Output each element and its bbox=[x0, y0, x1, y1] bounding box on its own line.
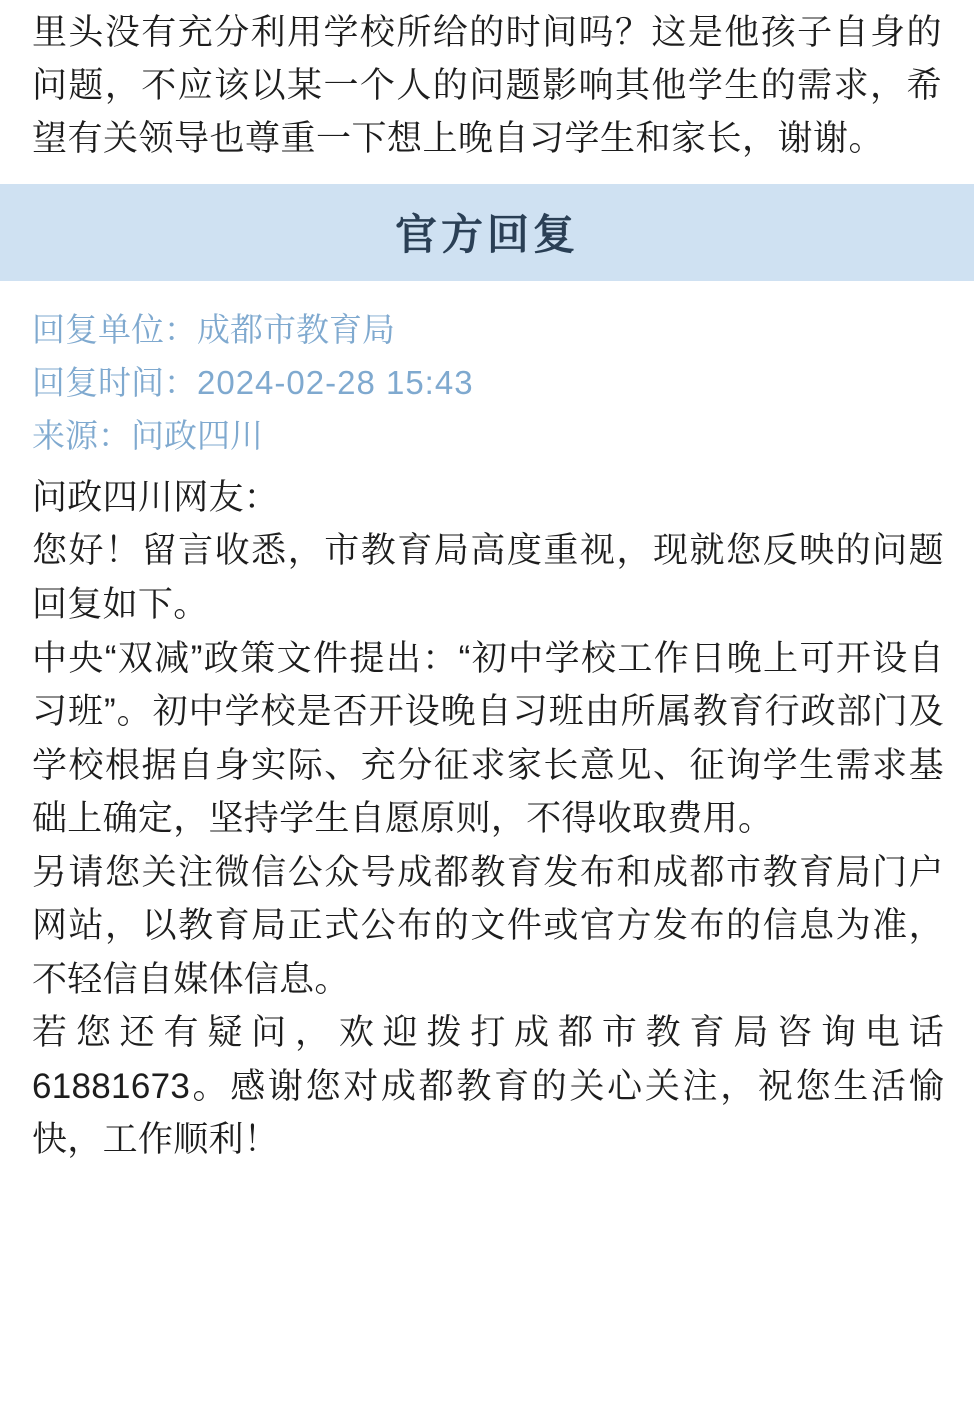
reply-meta-block bbox=[0, 281, 974, 467]
reply-source-value: 问政四川 bbox=[131, 417, 263, 455]
reply-unit-row bbox=[32, 303, 942, 356]
official-reply-title: 官方回复 bbox=[394, 211, 579, 259]
reply-source-row bbox=[32, 409, 942, 462]
official-reply-banner bbox=[0, 184, 974, 281]
reply-paragraph-2: 中央“双减”政策文件提出：“初中学校工作日晚上可开设自习班”。初中学校是否开设晚自习班由所属教育行政部门及学校根据自身实际、充分征求家长意见、征询学生需求基础上确定，坚持学生自愿原则，不得收取费用。 bbox=[32, 638, 944, 839]
reply-time-row bbox=[32, 356, 942, 409]
question-block bbox=[0, 0, 974, 184]
reply-unit-value: 成都市教育局 bbox=[197, 310, 395, 348]
reply-paragraph-3: 另请您关注微信公众号成都教育发布和成都市教育局门户网站，以教育局正式公布的文件或官方发布的信息为准，不轻信自媒体信息。 bbox=[32, 852, 944, 999]
reply-source-label: 来源： bbox=[32, 417, 131, 455]
reply-time-value: 2024-02-28 15:43 bbox=[197, 364, 474, 402]
reply-body bbox=[0, 467, 974, 1193]
reply-time-label: 回复时间： bbox=[32, 364, 197, 402]
reply-paragraph-1: 您好！留言收悉，市教育局高度重视，现就您反映的问题回复如下。 bbox=[32, 531, 944, 625]
question-text: 里头没有充分利用学校所给的时间吗？这是他孩子自身的问题，不应该以某一个人的问题影响其他学生的需求，希望有关领导也尊重一下想上晚自习学生和家长，谢谢。 bbox=[32, 13, 942, 159]
reply-unit-label: 回复单位： bbox=[32, 310, 197, 348]
reply-paragraph-4: 若您还有疑问，欢迎拨打成都市教育局咨询电话61881673。感谢您对成都教育的关心关注，祝您生活愉快，工作顺利！ bbox=[32, 1013, 944, 1160]
reply-salutation: 问政四川网友： bbox=[32, 477, 280, 517]
